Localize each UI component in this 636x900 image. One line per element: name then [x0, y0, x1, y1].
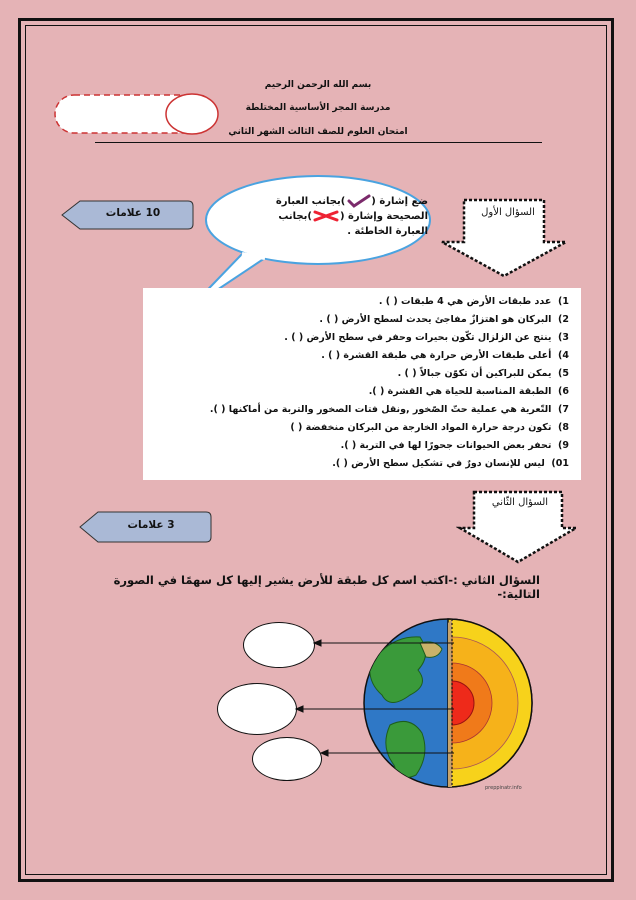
question-item-4: 4) أعلى طبقات الأرض حرارة هي طبقة القشرة ( ) .	[321, 350, 569, 361]
question-item-10: 01) ليس للإنسان دورٌ في تشكيل سطح الأرض ( ).	[332, 458, 569, 469]
question-2-prompt: السؤال الثاني :-اكتب اسم كل طبقة للأرض يشير إليها كل سهمًا في الصورة التالية:-	[113, 573, 540, 601]
check-mark-icon	[345, 194, 371, 208]
question-item-3: 3) ينتج عن الزلزال تكّون بحيرات وحفر في سطح الأرض ( ) .	[284, 332, 569, 343]
marks-label-1: 10 علامات	[105, 207, 161, 219]
marks-label-2: 3 علامات	[127, 519, 175, 531]
answer-oval-3[interactable]	[252, 737, 322, 781]
instruction-part-b: )بجانب العبارة	[275, 196, 346, 207]
question-item-1: 1) عدد طبقات الأرض هي 4 طبقات ( ) .	[378, 296, 569, 307]
question-item-9: 9) تحفر بعض الحيوانات جحورًا لها في التربة ( ).	[340, 440, 569, 451]
answer-oval-2[interactable]	[217, 683, 297, 735]
header-divider	[95, 142, 542, 143]
exam-title: امتحان العلوم للصف الثالث الشهر الثاني	[228, 127, 408, 137]
earth-layers-diagram	[360, 615, 540, 795]
student-name-box[interactable]	[50, 90, 230, 140]
questions-list	[143, 288, 581, 480]
school-name: مدرسة المجر الأساسية المختلطة	[245, 103, 391, 113]
question-1-title: السؤال الأول	[481, 207, 535, 218]
instruction-part-a: ضع إشارة (	[371, 196, 428, 207]
question-item-8: 8) تكون درجة حرارة المواد الخارجة من البركان منخفضة ( )	[290, 422, 569, 433]
answer-oval-1[interactable]	[243, 622, 315, 668]
question-2-title: السؤال الثّاني	[491, 497, 549, 508]
question-item-7: 7) التّعرية هي عملية حتّ الصّخور ,ونقل فتات الصخور والتربة من أماكنها ( ).	[209, 404, 569, 415]
question-item-5: 5) يمكن للبراكين أن تكوّن جبالاً ( ) .	[397, 368, 569, 379]
question-item-2: 2) البركان هو اهتزازٌ مفاجئ يحدث لسطح الأرض ( ) .	[319, 314, 569, 325]
basmala: بسم الله الرحمن الرحيم	[264, 80, 372, 90]
cross-mark-icon	[312, 209, 340, 223]
watermark: preppinatr.info	[485, 785, 522, 791]
question-item-6: 6) الطبقة المناسبة للحياة هي القشرة ( ).	[368, 386, 569, 397]
instruction-part-e: العبارة الخاطئة .	[347, 226, 428, 237]
instruction-part-d: )بجانب	[278, 211, 312, 222]
instruction-part-c: الصحيحة وإشارة (	[339, 211, 428, 222]
instruction-text	[218, 194, 428, 239]
